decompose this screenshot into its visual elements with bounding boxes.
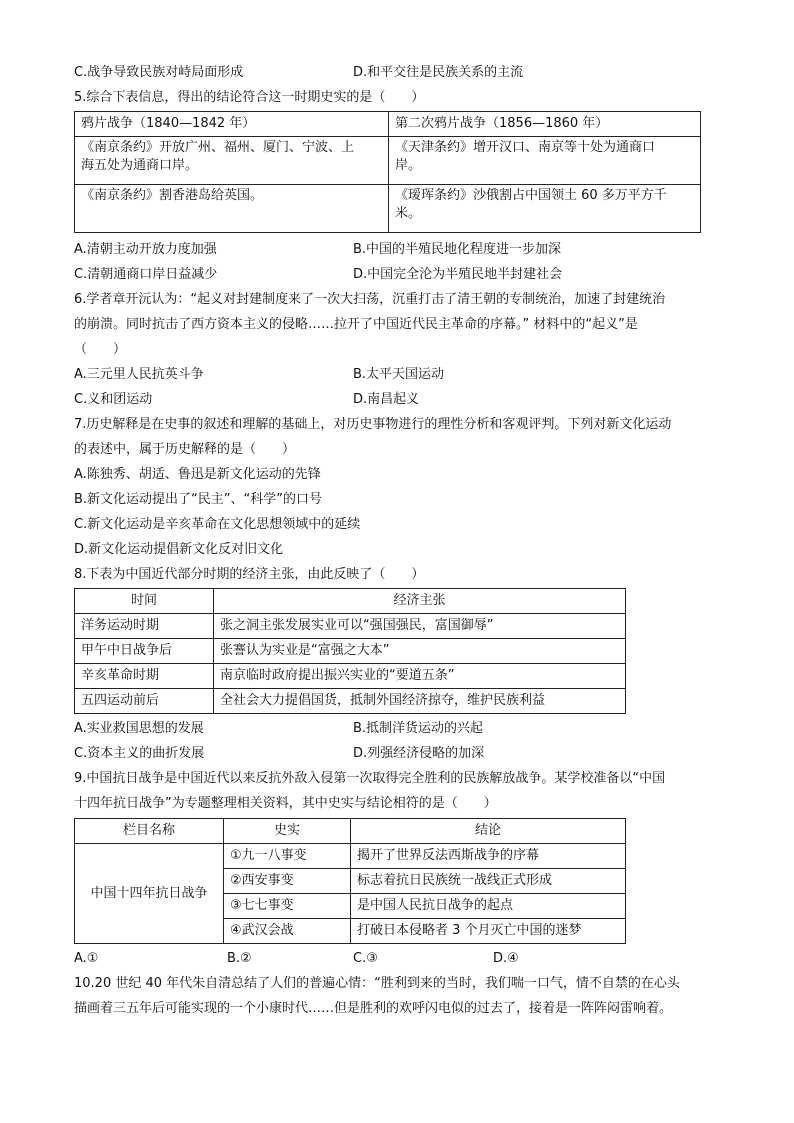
q7-option-a: A.陈独秀、胡适、鲁迅是新文化运动的先锋 bbox=[74, 467, 321, 482]
q5-header-second-opium-war: 第二次鸦片战争（1856—1860 年） bbox=[389, 112, 701, 137]
q8-table bbox=[74, 588, 626, 714]
q5-option-d: D.中国完全沦为半殖民地半封建社会 bbox=[353, 267, 563, 282]
q5-cell-line: 《南京条约》开放广州、福州、厦门、宁波、上 bbox=[81, 140, 355, 155]
q5-table bbox=[74, 111, 701, 233]
q9-row-conclusion: 标志着抗日民族统一战线正式形成 bbox=[351, 869, 626, 894]
q10-stem-line1: 10.20 世纪 40 年代朱自清总结了人们的普遍心情：“胜利到来的当时，我们喘一口气，情不自禁的在心头 bbox=[74, 976, 680, 991]
q6-stem-line3: （ ） bbox=[74, 342, 127, 357]
q8-option-c: C.资本主义的曲折发展 bbox=[74, 746, 205, 761]
q8-option-b: B.抵制洋货运动的兴起 bbox=[353, 721, 484, 736]
q9-row-fact: ④武汉会战 bbox=[224, 919, 351, 944]
q8-row-claim: 全社会大力提倡国货，抵制外国经济掠夺，维护民族利益 bbox=[214, 689, 626, 714]
q6-stem-line1: 6.学者章开沅认为：“起义对封建制度来了一次大扫荡，沉重打击了清王朝的专制统治，加速了封建统治 bbox=[74, 292, 666, 307]
q9-column-name: 中国十四年抗日战争 bbox=[75, 844, 224, 944]
q10-stem-line2: 描画着三五年后可能实现的一个小康时代……但是胜利的欢呼闪电似的过去了，接着是一阵阵闷雷响着。 bbox=[74, 1001, 673, 1016]
q9-row-fact: ②西安事变 bbox=[224, 869, 351, 894]
q9-row-conclusion: 是中国人民抗日战争的起点 bbox=[351, 894, 626, 919]
q7-stem-line2: 的表述中，属于历史解释的是（ ） bbox=[74, 442, 296, 457]
q9-header-column: 栏目名称 bbox=[75, 819, 224, 844]
q5-option-b: B.中国的半殖民地化程度进一步加深 bbox=[353, 242, 562, 257]
q9-option-c: C.③ bbox=[353, 951, 378, 966]
q5-cell-aigun bbox=[389, 185, 701, 233]
q5-option-c: C.清朝通商口岸日益减少 bbox=[74, 267, 218, 282]
q9-option-b: B.② bbox=[227, 951, 252, 966]
q9-header-conclusion: 结论 bbox=[351, 819, 626, 844]
q8-option-a: A.实业救国思想的发展 bbox=[74, 721, 204, 736]
q9-option-d: D.④ bbox=[493, 951, 519, 966]
q5-stem: 5.综合下表信息，得出的结论符合这一时期史实的是（ ） bbox=[74, 90, 425, 105]
q9-option-a: A.① bbox=[74, 951, 99, 966]
q8-header-time: 时间 bbox=[75, 589, 214, 614]
q4-option-d: D.和平交往是民族关系的主流 bbox=[353, 65, 524, 80]
q5-cell-line: 《南京条约》割香港岛给英国。 bbox=[81, 188, 264, 203]
q5-cell-line: 岸。 bbox=[395, 158, 422, 173]
q9-row-conclusion: 打破日本侵略者 3 个月灭亡中国的迷梦 bbox=[351, 919, 626, 944]
q5-cell-nanjing-ports bbox=[75, 137, 389, 185]
q7-option-c: C.新文化运动是辛亥革命在文化思想领域中的延续 bbox=[74, 517, 361, 532]
q8-row-period: 五四运动前后 bbox=[75, 689, 214, 714]
q8-option-d: D.列强经济侵略的加深 bbox=[353, 746, 485, 761]
q5-cell-line: 海五处为通商口岸。 bbox=[81, 158, 199, 173]
q8-row-period: 辛亥革命时期 bbox=[75, 664, 214, 689]
q6-option-a: A.三元里人民抗英斗争 bbox=[74, 367, 204, 382]
q5-header-opium-war: 鸦片战争（1840—1842 年） bbox=[75, 112, 389, 137]
q4-option-c: C.战争导致民族对峙局面形成 bbox=[74, 65, 244, 80]
q9-row-fact: ③七七事变 bbox=[224, 894, 351, 919]
q8-row-claim: 张之洞主张发展实业可以“强国强民，富国御辱” bbox=[214, 614, 626, 639]
q5-cell-line: 《瑷珲条约》沙俄割占中国领土 60 多万平方千 bbox=[395, 188, 667, 203]
q8-row-claim: 南京临时政府提出振兴实业的“要道五条” bbox=[214, 664, 626, 689]
q9-header-fact: 史实 bbox=[224, 819, 351, 844]
q5-cell-line: 米。 bbox=[395, 206, 422, 221]
q5-option-a: A.清朝主动开放力度加强 bbox=[74, 242, 217, 257]
q5-cell-hongkong bbox=[75, 185, 389, 233]
q9-row-fact: ①九一八事变 bbox=[224, 844, 351, 869]
q8-row-period: 甲午中日战争后 bbox=[75, 639, 214, 664]
q8-row-claim: 张謇认为实业是“富强之大本” bbox=[214, 639, 626, 664]
q9-row-conclusion: 揭开了世界反法西斯战争的序幕 bbox=[351, 844, 626, 869]
q9-stem-line1: 9.中国抗日战争是中国近代以来反抗外敌入侵第一次取得完全胜利的民族解放战争。某学校准备以“中国 bbox=[74, 771, 666, 786]
q5-cell-line: 《天津条约》增开汉口、南京等十处为通商口 bbox=[395, 140, 656, 155]
q8-stem: 8.下表为中国近代部分时期的经济主张，由此反映了（ ） bbox=[74, 567, 425, 582]
q6-stem-line2: 的崩溃。同时抗击了西方资本主义的侵略……拉开了中国近代民主革命的序幕。” 材料中的“起义”是 bbox=[74, 317, 638, 332]
q9-stem-line2: 十四年抗日战争”为专题整理相关资料，其中史实与结论相符的是（ ） bbox=[74, 796, 497, 811]
q8-row-period: 洋务运动时期 bbox=[75, 614, 214, 639]
q6-option-b: B.太平天国运动 bbox=[353, 367, 445, 382]
q7-stem-line1: 7.历史解释是在史事的叙述和理解的基础上，对历史事物进行的理性分析和客观评判。下列对新文化运动 bbox=[74, 417, 672, 432]
q9-table bbox=[74, 818, 626, 944]
q6-option-c: C.义和团运动 bbox=[74, 392, 153, 407]
q5-cell-tianjin-ports bbox=[389, 137, 701, 185]
q8-header-claim: 经济主张 bbox=[214, 589, 626, 614]
q7-option-d: D.新文化运动提倡新文化反对旧文化 bbox=[74, 542, 284, 557]
q7-option-b: B.新文化运动提出了“民主”、“科学”的口号 bbox=[74, 492, 322, 507]
q6-option-d: D.南昌起义 bbox=[353, 392, 420, 407]
